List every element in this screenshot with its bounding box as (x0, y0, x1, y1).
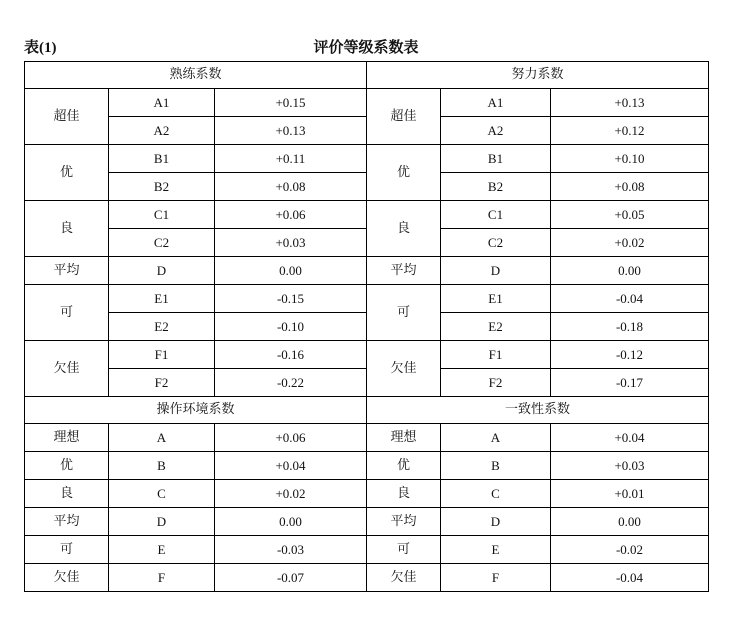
code-cell: F2 (441, 369, 551, 397)
grade-cell: 超佳 (25, 89, 109, 145)
grade-cell: 平均 (25, 257, 109, 285)
table-row (25, 89, 709, 117)
value-cell: -0.04 (551, 564, 709, 592)
grade-cell: 欠佳 (25, 564, 109, 592)
code-cell: B (441, 452, 551, 480)
grade-cell: 优 (25, 145, 109, 201)
table-row (25, 424, 709, 452)
table-body (25, 62, 709, 592)
table-row (25, 564, 709, 592)
grade-cell: 平均 (25, 508, 109, 536)
table-caption (24, 36, 708, 58)
section-title-right: 一致性系数 (367, 397, 709, 424)
value-cell: +0.04 (551, 424, 709, 452)
grade-cell: 欠佳 (25, 341, 109, 397)
value-cell: -0.15 (215, 285, 367, 313)
section-title-right: 努力系数 (367, 62, 709, 89)
grade-cell: 优 (367, 145, 441, 201)
grade-cell: 优 (25, 452, 109, 480)
table-row (25, 341, 709, 369)
code-cell: F (109, 564, 215, 592)
value-cell: -0.03 (215, 536, 367, 564)
table-row (25, 285, 709, 313)
value-cell: +0.01 (551, 480, 709, 508)
value-cell: -0.02 (551, 536, 709, 564)
value-cell: 0.00 (215, 508, 367, 536)
section-title-left: 操作环境系数 (25, 397, 367, 424)
value-cell: +0.08 (551, 173, 709, 201)
value-cell: +0.15 (215, 89, 367, 117)
code-cell: E1 (441, 285, 551, 313)
value-cell: -0.10 (215, 313, 367, 341)
code-cell: B (109, 452, 215, 480)
grade-cell: 平均 (367, 257, 441, 285)
value-cell: +0.03 (551, 452, 709, 480)
grade-cell: 良 (25, 201, 109, 257)
grade-cell: 优 (367, 452, 441, 480)
table-row (25, 257, 709, 285)
table-number: 表(1) (24, 40, 57, 56)
value-cell: -0.22 (215, 369, 367, 397)
rating-coefficient-table (24, 61, 709, 592)
code-cell: E (109, 536, 215, 564)
value-cell: +0.11 (215, 145, 367, 173)
code-cell: F2 (109, 369, 215, 397)
value-cell: -0.07 (215, 564, 367, 592)
code-cell: C2 (109, 229, 215, 257)
grade-cell: 平均 (367, 508, 441, 536)
table-title: 评价等级系数表 (313, 38, 419, 56)
code-cell: C (441, 480, 551, 508)
value-cell: +0.08 (215, 173, 367, 201)
code-cell: F1 (109, 341, 215, 369)
grade-cell: 可 (25, 285, 109, 341)
value-cell: 0.00 (215, 257, 367, 285)
grade-cell: 可 (367, 536, 441, 564)
code-cell: A (109, 424, 215, 452)
value-cell: +0.06 (215, 424, 367, 452)
code-cell: F1 (441, 341, 551, 369)
value-cell: +0.03 (215, 229, 367, 257)
value-cell: +0.05 (551, 201, 709, 229)
value-cell: -0.04 (551, 285, 709, 313)
value-cell: +0.10 (551, 145, 709, 173)
table-row (25, 536, 709, 564)
code-cell: A1 (441, 89, 551, 117)
value-cell: -0.17 (551, 369, 709, 397)
value-cell: +0.02 (551, 229, 709, 257)
value-cell: 0.00 (551, 508, 709, 536)
value-cell: +0.12 (551, 117, 709, 145)
table-row (25, 508, 709, 536)
code-cell: B1 (109, 145, 215, 173)
code-cell: C1 (109, 201, 215, 229)
code-cell: E (441, 536, 551, 564)
code-cell: C1 (441, 201, 551, 229)
code-cell: B2 (109, 173, 215, 201)
code-cell: D (109, 508, 215, 536)
grade-cell: 理想 (25, 424, 109, 452)
value-cell: +0.06 (215, 201, 367, 229)
code-cell: C (109, 480, 215, 508)
code-cell: A1 (109, 89, 215, 117)
code-cell: F (441, 564, 551, 592)
value-cell: -0.12 (551, 341, 709, 369)
table-row (25, 145, 709, 173)
grade-cell: 超佳 (367, 89, 441, 145)
code-cell: B1 (441, 145, 551, 173)
code-cell: C2 (441, 229, 551, 257)
value-cell: +0.13 (551, 89, 709, 117)
grade-cell: 欠佳 (367, 564, 441, 592)
code-cell: E1 (109, 285, 215, 313)
table-row (25, 201, 709, 229)
value-cell: +0.02 (215, 480, 367, 508)
value-cell: +0.04 (215, 452, 367, 480)
code-cell: D (441, 508, 551, 536)
section-header-row (25, 62, 709, 89)
table-row (25, 452, 709, 480)
grade-cell: 可 (367, 285, 441, 341)
table-row (25, 480, 709, 508)
code-cell: A2 (109, 117, 215, 145)
code-cell: E2 (441, 313, 551, 341)
grade-cell: 良 (367, 201, 441, 257)
value-cell: +0.13 (215, 117, 367, 145)
section-title-left: 熟练系数 (25, 62, 367, 89)
value-cell: -0.16 (215, 341, 367, 369)
code-cell: A (441, 424, 551, 452)
section-header-row (25, 397, 709, 424)
grade-cell: 良 (25, 480, 109, 508)
code-cell: B2 (441, 173, 551, 201)
code-cell: E2 (109, 313, 215, 341)
value-cell: -0.18 (551, 313, 709, 341)
grade-cell: 欠佳 (367, 341, 441, 397)
value-cell: 0.00 (551, 257, 709, 285)
grade-cell: 良 (367, 480, 441, 508)
grade-cell: 可 (25, 536, 109, 564)
code-cell: D (109, 257, 215, 285)
grade-cell: 理想 (367, 424, 441, 452)
code-cell: D (441, 257, 551, 285)
code-cell: A2 (441, 117, 551, 145)
